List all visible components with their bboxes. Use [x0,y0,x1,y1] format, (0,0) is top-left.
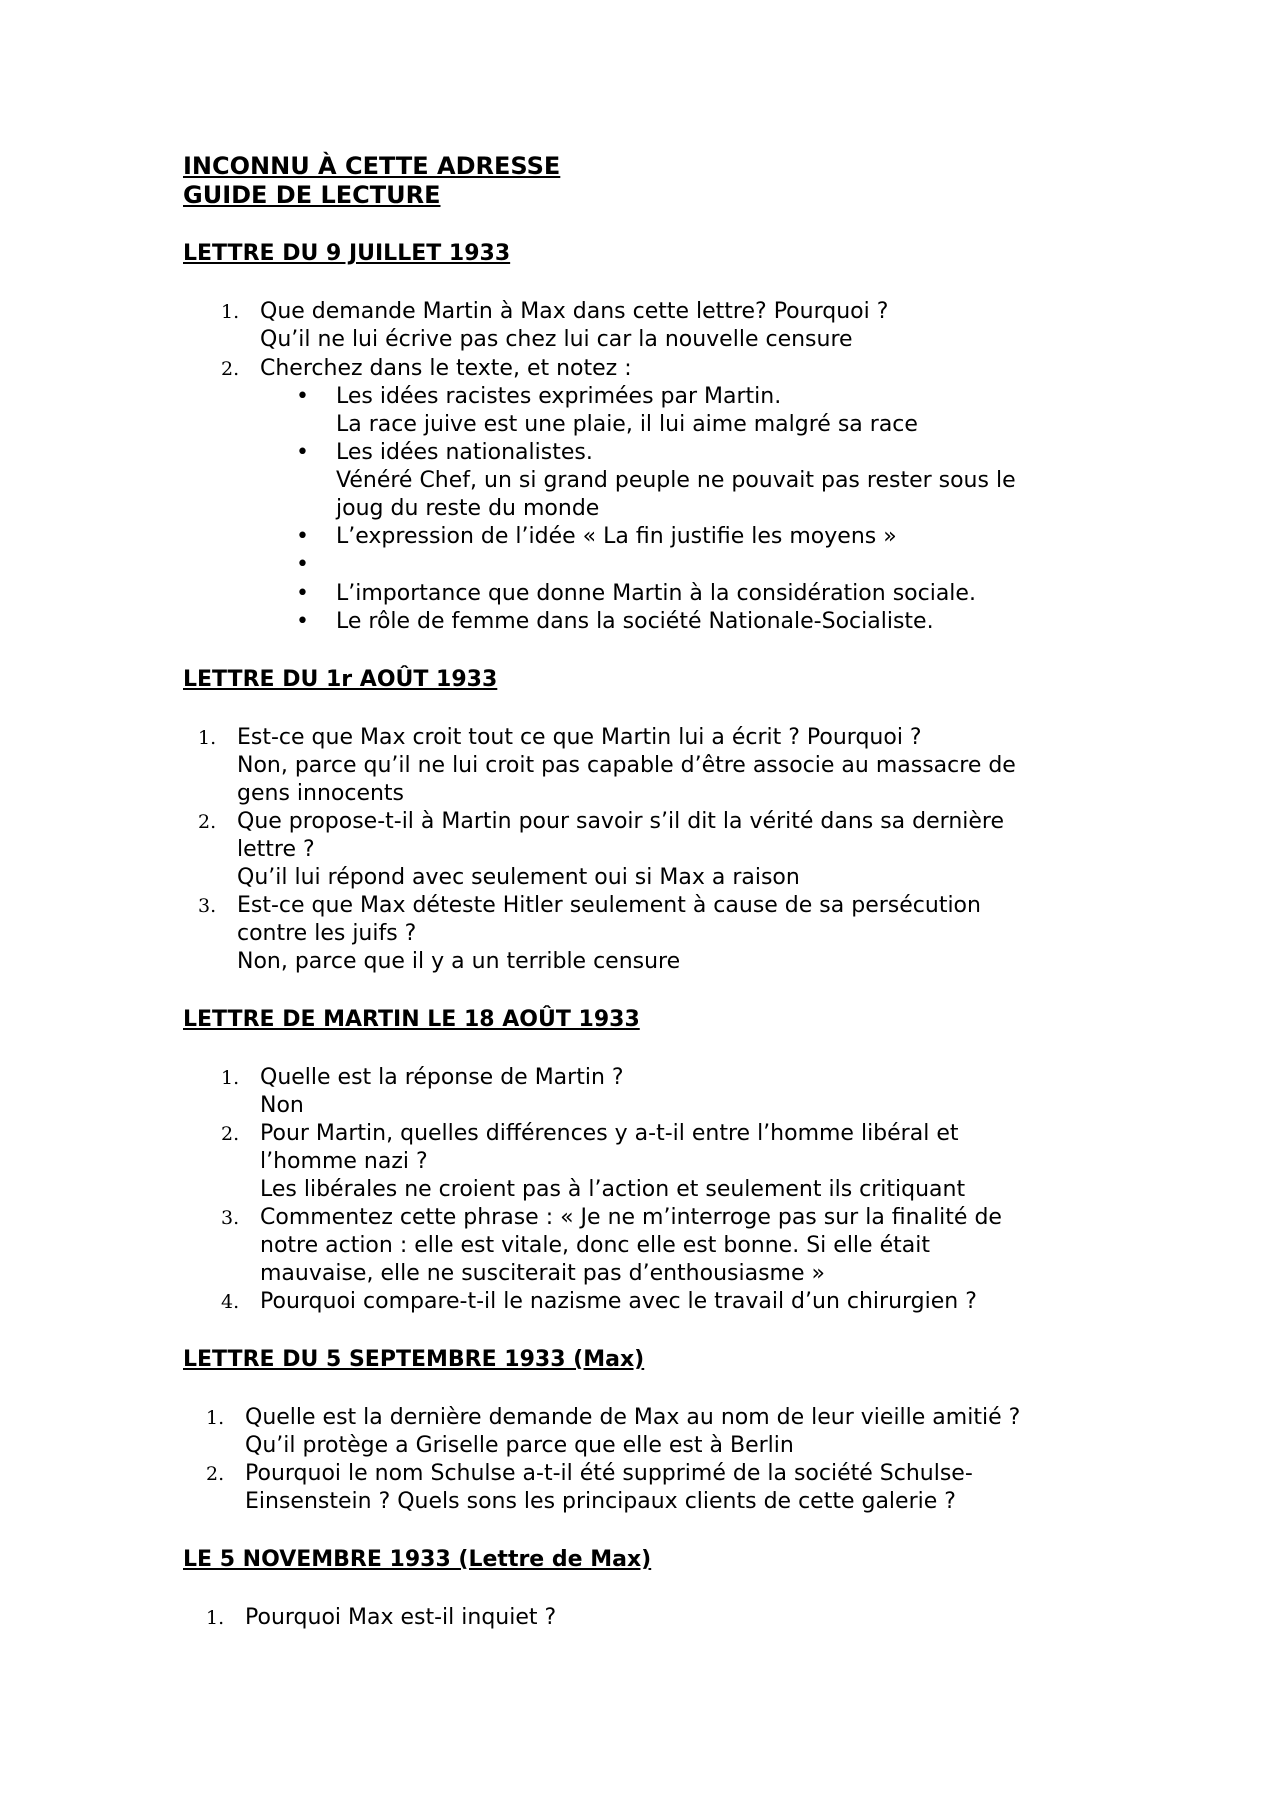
item-line: notre action : elle est vitale, donc elle est bonne. Si elle était [260,1233,930,1258]
item-line: Est-ce que Max déteste Hitler seulement à cause de sa persécution [237,893,981,918]
item-line: Non [260,1093,304,1118]
bullet-text: Le rôle de femme dans la société Nationale-Socialiste. [336,609,934,634]
item-line: lettre ? [237,837,315,862]
item-line: Pourquoi Max est-il inquiet ? [245,1605,557,1630]
item-answer: Qu’il ne lui écrive pas chez lui car la nouvelle censure [260,327,853,352]
bullet-mark: • [296,524,309,549]
item-line: l’homme nazi ? [260,1149,428,1174]
section-heading-1: LETTRE DU 9 JUILLET 1933 [183,241,511,266]
item-line: Pourquoi compare-t-il le nazisme avec le travail d’un chirurgien ? [260,1289,977,1314]
item-line: Qu’il lui répond avec seulement oui si Max a raison [237,865,800,890]
item-question: Que demande Martin à Max dans cette lettre? Pourquoi ? [260,299,889,324]
item-line: Est-ce que Max croit tout ce que Martin lui a écrit ? Pourquoi ? [237,725,922,750]
item-number: 4. [221,1291,240,1313]
item-number: 2. [221,1123,240,1145]
item-line: Pourquoi le nom Schulse a-t-il été supprimé de la société Schulse- [245,1461,973,1486]
item-line: gens innocents [237,781,405,806]
item-line: Les libérales ne croient pas à l’action et seulement ils critiquant [260,1177,966,1202]
section-heading-3: LETTRE DE MARTIN LE 18 AOÛT 1933 [183,1007,640,1032]
item-number: 2. [206,1463,225,1485]
bullet-text: L’importance que donne Martin à la considération sociale. [336,581,976,606]
document-title-line2: GUIDE DE LECTURE [183,181,441,209]
bullet-mark: • [296,440,309,465]
item-number: 2. [198,811,217,833]
item-number: 1. [221,301,240,323]
item-line: Non, parce que il y a un terrible censure [237,949,681,974]
item-line: mauvaise, elle ne susciterait pas d’enthousiasme » [260,1261,825,1286]
bullet-mark: • [296,384,309,409]
bullet-text: Les idées racistes exprimées par Martin. [336,384,782,409]
item-number: 3. [198,895,217,917]
item-line: Quelle est la réponse de Martin ? [260,1065,624,1090]
item-line: Que propose-t-il à Martin pour savoir s’il dit la vérité dans sa dernière [237,809,1005,834]
bullet-mark: • [296,581,309,606]
bullet-answer: Vénéré Chef, un si grand peuple ne pouvait pas rester sous le [336,468,1016,493]
item-line: Einsenstein ? Quels sons les principaux clients de cette galerie ? [245,1489,956,1514]
item-question: Cherchez dans le texte, et notez : [260,356,632,381]
bullet-mark: • [296,552,309,577]
item-number: 2. [221,358,240,380]
item-line: Commentez cette phrase : « Je ne m’interroge pas sur la finalité de [260,1205,1002,1230]
section-heading-2: LETTRE DU 1r AOÛT 1933 [183,667,498,692]
item-number: 1. [221,1067,240,1089]
item-line: Non, parce qu’il ne lui croit pas capable d’être associe au massacre de [237,753,1016,778]
item-line: contre les juifs ? [237,921,417,946]
bullet-answer: joug du reste du monde [336,496,600,521]
item-number: 3. [221,1207,240,1229]
document-title-line1: INCONNU À CETTE ADRESSE [183,152,561,180]
item-line: Pour Martin, quelles différences y a-t-il entre l’homme libéral et [260,1121,959,1146]
item-number: 1. [206,1607,225,1629]
item-number: 1. [206,1407,225,1429]
bullet-mark: • [296,609,309,634]
item-number: 1. [198,727,217,749]
item-line: Quelle est la dernière demande de Max au nom de leur vieille amitié ? [245,1405,1021,1430]
section-heading-4: LETTRE DU 5 SEPTEMBRE 1933 (Max) [183,1347,645,1372]
bullet-text: L’expression de l’idée « La fin justifie les moyens » [336,524,897,549]
section-heading-5: LE 5 NOVEMBRE 1933 (Lettre de Max) [183,1547,652,1572]
bullet-answer: La race juive est une plaie, il lui aime malgré sa race [336,412,918,437]
bullet-text: Les idées nationalistes. [336,440,593,465]
item-line: Qu’il protège a Griselle parce que elle est à Berlin [245,1433,794,1458]
